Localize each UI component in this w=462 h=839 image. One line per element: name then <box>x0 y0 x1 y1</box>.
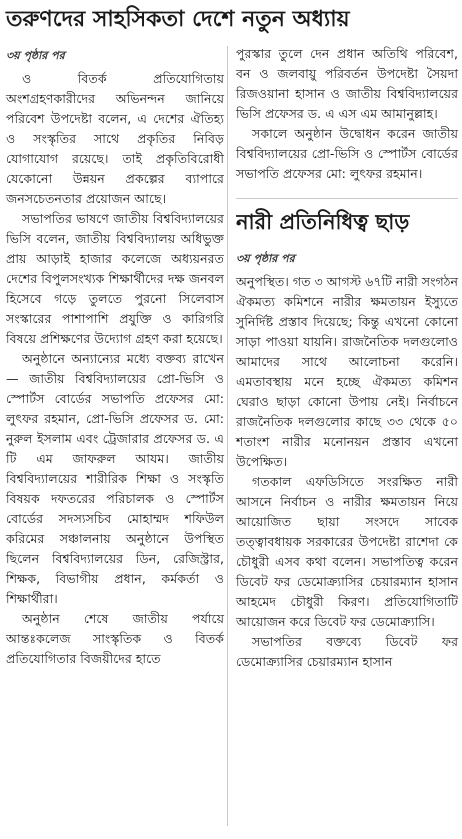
article1-paragraph: পুরস্কার তুলে দেন প্রধান অতিথি পরিবেশ, বন ও জলবায়ু পরিবর্তন উপদেষ্টা সৈয়দা রিজওয়ানা হাসান ও জাতীয় বিশ্ববিদ্যালয়ের ভিসি প্রফেসর ড. এ এস এম আমানুল্লাহ। <box>236 46 458 121</box>
right-column <box>236 44 458 672</box>
article1-paragraph: অনুষ্ঠান শেষে জাতীয় পর্যায়ে আন্তঃকলেজ সাংস্কৃতিক ও বিতর্ক প্রতিযোগিতার বিজয়ীদের হাতে <box>6 611 224 666</box>
article2-paragraph: সভাপতির বক্তব্যে ডিবেট ফর ডেমোক্র্যাসির চেয়ারম্যান হাসান <box>236 634 458 669</box>
article1-paragraph: ও বিতর্ক প্রতিযোগিতায় অংশগ্রহণকারীদের অভিনন্দন জানিয়ে পরিবেশ উপদেষ্টা বলেন, এ দেশের ঐতিহ্য ও সংস্কৃতির সাথে প্রকৃতির নিবিড় যোগাযোগ রয়েছে। তাই প্রকৃতিবিরোধী যেকোনো উন্নয়ন প্রকল্পের ব্যাপারে জনসচেতনতার প্রয়োজন আছে। <box>6 71 224 206</box>
article1-paragraph: অনুষ্ঠানে অন্যান্যের মধ্যে বক্তব্য রাখেন— জাতীয় বিশ্ববিদ্যালয়ের প্রো-ভিসি ও স্পোর্টস বোর্ডের সভাপতি প্রফেসর মো: লুৎফর রহমান, প্রো-ভিসি প্রফেসর ড. মো: নুরুল ইসলাম এবং ট্রেজারার প্রফেসর ড. এ টি এম জাফরুল আযম। জাতীয় বিশ্ববিদ্যালয়ের শারীরিক শিক্ষা ও সংস্কৃতি বিষয়ক দফতরের পরিচালক ও স্পোর্টস বোর্ডের সদস্যসচিব মোহাম্মদ শফিউল করিমের সঞ্চালনায় অনুষ্ঠানে উপস্থিত ছিলেন বিশ্ববিদ্যালয়ের ডিন, রেজিস্ট্রার, শিক্ষক, বিভাগীয় প্রধান, কর্মকর্তা ও শিক্ষার্থীরা। <box>6 351 224 606</box>
article1-paragraph: সকালে অনুষ্ঠান উদ্বোধন করেন জাতীয় বিশ্ববিদ্যালয়ের প্রো-ভিসি ও স্পোর্টস বোর্ডের সভাপতি প্রফেসর মো: লুৎফর রহমান। <box>236 126 458 181</box>
article1-left-column <box>6 44 224 669</box>
article1-headline: তরুণদের সাহসিকতা দেশে নতুন অধ্যায় <box>6 7 350 32</box>
article1-continued-from: ৩য় পৃষ্ঠার পর <box>6 49 65 62</box>
article2-paragraph: গতকাল এফডিসিতে সংরক্ষিত নারী আসনে নির্বাচন ও নারীর ক্ষমতায়ন নিয়ে আয়োজিত ছায়া সংসদে সাবেক তত্ত্বাবধায়ক সরকারের উপদেষ্টা রাশেদা কে চৌধুরী এসব কথা বলেন। সভাপতিত্ব করেন ডিবেট ফর ডেমোক্র্যাসির চেয়ারম্যান হাসান আহমেদ চৌধুরী কিরণ। প্রতিযোগিতাটি আয়োজন করে ডিবেট ফর ডেমোক্র্যাসি। <box>236 474 458 629</box>
article2-paragraph: অনুপস্থিত। গত ৩ আগস্ট ৬৭টি নারী সংগঠন ঐকমত্য কমিশনে নারীর ক্ষমতায়ন ইস্যুতে সুনির্দিষ্ট প্রস্তাব দিয়েছে; কিন্তু এখনো কোনো সাড়া পাওয়া যায়নি। রাজনৈতিক দলগুলোও আমাদের সাথে আলোচনা করেনি। এমতাবস্থায় মনে হচ্ছে ঐকমত্য কমিশন ঘেরাও ছাড়া কোনো উপায় নেই। নির্বাচনে রাজনৈতিক দলগুলোর কাছে ৩৩ থেকে ৫০ শতাংশ নারীর মনোনয়ন প্রস্তাব এখনো উপেক্ষিত। <box>236 274 458 469</box>
article1-paragraph: সভাপতির ভাষণে জাতীয় বিশ্ববিদ্যালয়ের ভিসি বলেন, জাতীয় বিশ্ববিদ্যালয় অধিভুক্ত প্রায় আড়াই হাজার কলেজে অধ্যয়নরত দেশের বিপুলসংখ্যক শিক্ষার্থীদের দক্ষ জনবল হিসেবে গড়ে তুলতে পুরনো সিলেবাস সংস্কারের পাশাপাশি প্রযুক্তি ও কারিগরি বিষয়ে প্রশিক্ষণের উদ্যোগ গ্রহণ করা হয়েছে। <box>6 211 224 346</box>
column-divider <box>227 46 228 826</box>
article2-continued-from: ৩য় পৃষ্ঠার পর <box>236 252 295 265</box>
article2-headline: নারী প্রতিনিধিত্ব ছাড় <box>236 198 458 239</box>
